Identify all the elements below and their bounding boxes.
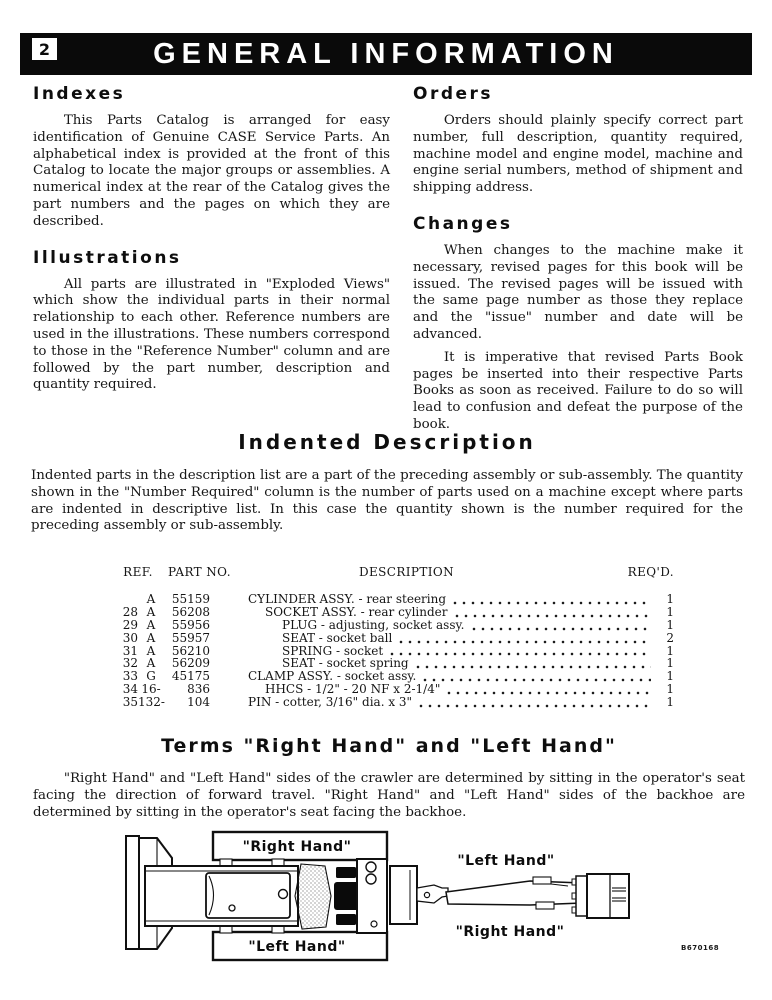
req-cell: 1 (666, 669, 674, 684)
terms-heading: Terms "Right Hand" and "Left Hand" (161, 735, 617, 757)
req-cell: 1 (666, 591, 674, 606)
dot-leader (455, 614, 651, 618)
part-number-cell: 55159 (171, 591, 210, 606)
dot-leader (447, 691, 651, 695)
part-number-cell: 104 (187, 695, 210, 710)
illustrations-heading: Illustrations (33, 247, 182, 268)
table-row (108, 593, 674, 606)
dot-leader (423, 678, 651, 682)
part-number-cell: 56208 (171, 604, 210, 619)
reqd-column-header: REQ'D. (627, 565, 674, 579)
page-number: 2 (38, 39, 51, 59)
part-no-column-header: PART NO. (168, 565, 231, 579)
dot-leader (472, 627, 652, 631)
swing-mount-shape (390, 866, 448, 924)
boom-bottom-label: "Right Hand" (455, 924, 565, 940)
description-text: CLAMP ASSY. - socket assy. (248, 669, 417, 684)
part-prefix-cell: A (146, 630, 156, 645)
orders-heading: Orders (413, 84, 494, 104)
req-cell: 1 (666, 643, 674, 658)
terms-section (33, 735, 745, 821)
description-text: SOCKET ASSY. - rear cylinder (265, 604, 448, 619)
crawler-backhoe-diagram (90, 826, 690, 986)
parts-table (108, 566, 674, 709)
right-column (413, 84, 743, 451)
description-text: PIN - cotter, 3/16" dia. x 3" (248, 695, 413, 710)
req-cell: 1 (666, 617, 674, 632)
ref-cell: 33 (122, 669, 138, 684)
description-cell (210, 632, 656, 645)
backhoe-bucket-shape (572, 874, 629, 918)
indented-description-section (31, 430, 743, 535)
part-prefix-cell: A (146, 656, 156, 671)
part-prefix-cell: A (146, 643, 156, 658)
description-column-header: DESCRIPTION (358, 565, 455, 579)
dot-leader (453, 601, 651, 605)
description-text: PLUG - adjusting, socket assy. (282, 617, 465, 632)
part-prefix-cell: 132- (138, 695, 165, 710)
left-column (33, 84, 390, 411)
req-cell: 1 (666, 656, 674, 671)
part-number-cell: 55956 (171, 617, 210, 632)
part-number-cell: 836 (187, 682, 210, 697)
req-cell: 1 (666, 682, 674, 697)
req-cell: 2 (666, 630, 674, 645)
description-text: SPRING - socket (282, 643, 384, 658)
ref-cell: 32 (122, 656, 138, 671)
ref-cell: 28 (122, 604, 138, 619)
description-cell (210, 696, 656, 709)
illustrations-paragraph: All parts are illustrated in "Exploded Views" which show the individual parts in their normal relationship to each other. Reference numbers are used in the illustrations. These numbers correspond to those in the "Reference Number" column and are followed by the part number, description and quantity required. (33, 276, 390, 393)
part-prefix-cell: A (146, 604, 156, 619)
part-number-cell: 56209 (171, 656, 210, 671)
doc-code: B670168 (681, 944, 720, 952)
dot-leader (416, 665, 651, 669)
table-row (108, 696, 674, 709)
track-bottom-label: "Left Hand" (248, 939, 346, 955)
description-text: HHCS - 1/2" - 20 NF x 2-1/4" (265, 682, 441, 697)
ref-cell: 30 (122, 630, 138, 645)
changes-paragraph-2: It is imperative that revised Parts Book pages be inserted into their respective Parts Books as soon as received. Failure to do so will lead to confusion and defeat the purpose of the book. (413, 349, 743, 432)
indented-description-paragraph: Indented parts in the description list are a part of the preceding assembly or sub-assembly. The quantity shown in the "Number Required" column is the number of parts used on a machine except where parts are indented in descriptive list. In this case the quantity shown is the number required for the preceding assembly or sub-assembly. (31, 468, 743, 534)
req-cell: 1 (666, 695, 674, 710)
changes-heading: Changes (413, 213, 513, 234)
rear-frame-shape (357, 859, 387, 933)
parts-table-header (108, 566, 674, 579)
backhoe-boom-shape (446, 877, 582, 909)
description-cell (210, 645, 656, 658)
description-text: SEAT - socket ball (282, 630, 393, 645)
ref-cell: 34 (122, 682, 138, 697)
tractor-body-shape (145, 866, 298, 926)
part-prefix-cell: 16- (141, 682, 161, 697)
part-prefix-cell: A (146, 591, 156, 606)
terms-paragraph: "Right Hand" and "Left Hand" sides of the crawler are determined by sitting in the operator's seat facing the direction of forward travel. "Right Hand" and "Left Hand" sides of the backhoe are determined by sitting in the operator's seat facing the backhoe. (33, 771, 745, 820)
ref-cell: 35 (122, 695, 138, 710)
part-prefix-cell: A (146, 617, 156, 632)
page-title: GENERAL INFORMATION (153, 38, 619, 70)
boom-top-label: "Left Hand" (457, 853, 555, 869)
table-row (108, 606, 674, 619)
dot-leader (419, 704, 651, 708)
table-row (108, 632, 674, 645)
ref-cell: 29 (122, 617, 138, 632)
part-number-cell: 56210 (171, 643, 210, 658)
orders-paragraph: Orders should plainly specify correct part number, full description, quantity required, machine model and engine model, machine and engine serial numbers, method of shipment and shipping address. (413, 113, 743, 196)
description-text: SEAT - socket spring (282, 656, 409, 671)
dot-leader (390, 652, 651, 656)
part-number-cell: 55957 (171, 630, 210, 645)
ref-column-header: REF. (123, 565, 153, 579)
indexes-paragraph: This Parts Catalog is arranged for easy identification of Genuine CASE Service Parts. An alphabetical index is provided at the front of this Catalog to locate the major groups or assemblies. A numerical index at the rear of the Catalog gives the part numbers and the pages on which they are described. (33, 113, 390, 229)
description-text: CYLINDER ASSY. - rear steering (248, 591, 447, 606)
table-row (108, 619, 674, 632)
description-cell (210, 606, 656, 619)
parts-table-rows (108, 593, 674, 709)
dot-leader (399, 640, 651, 644)
part-number-cell: 45175 (171, 669, 210, 684)
indented-description-heading: Indented Description (238, 430, 536, 454)
engine-stipple-shape (295, 864, 331, 929)
changes-paragraph-1: When changes to the machine make it necessary, revised pages for this book will be issued. The revised pages will be issued with the same page number as those they replace and the "issue" number and date will be advanced. (413, 242, 743, 342)
page-header-band (20, 33, 752, 75)
req-cell: 1 (666, 604, 674, 619)
description-cell (210, 619, 656, 632)
part-prefix-cell: G (146, 669, 156, 684)
indexes-heading: Indexes (33, 84, 126, 104)
track-top-label: "Right Hand" (242, 839, 352, 855)
description-cell (210, 593, 656, 606)
ref-cell: 31 (122, 643, 138, 658)
